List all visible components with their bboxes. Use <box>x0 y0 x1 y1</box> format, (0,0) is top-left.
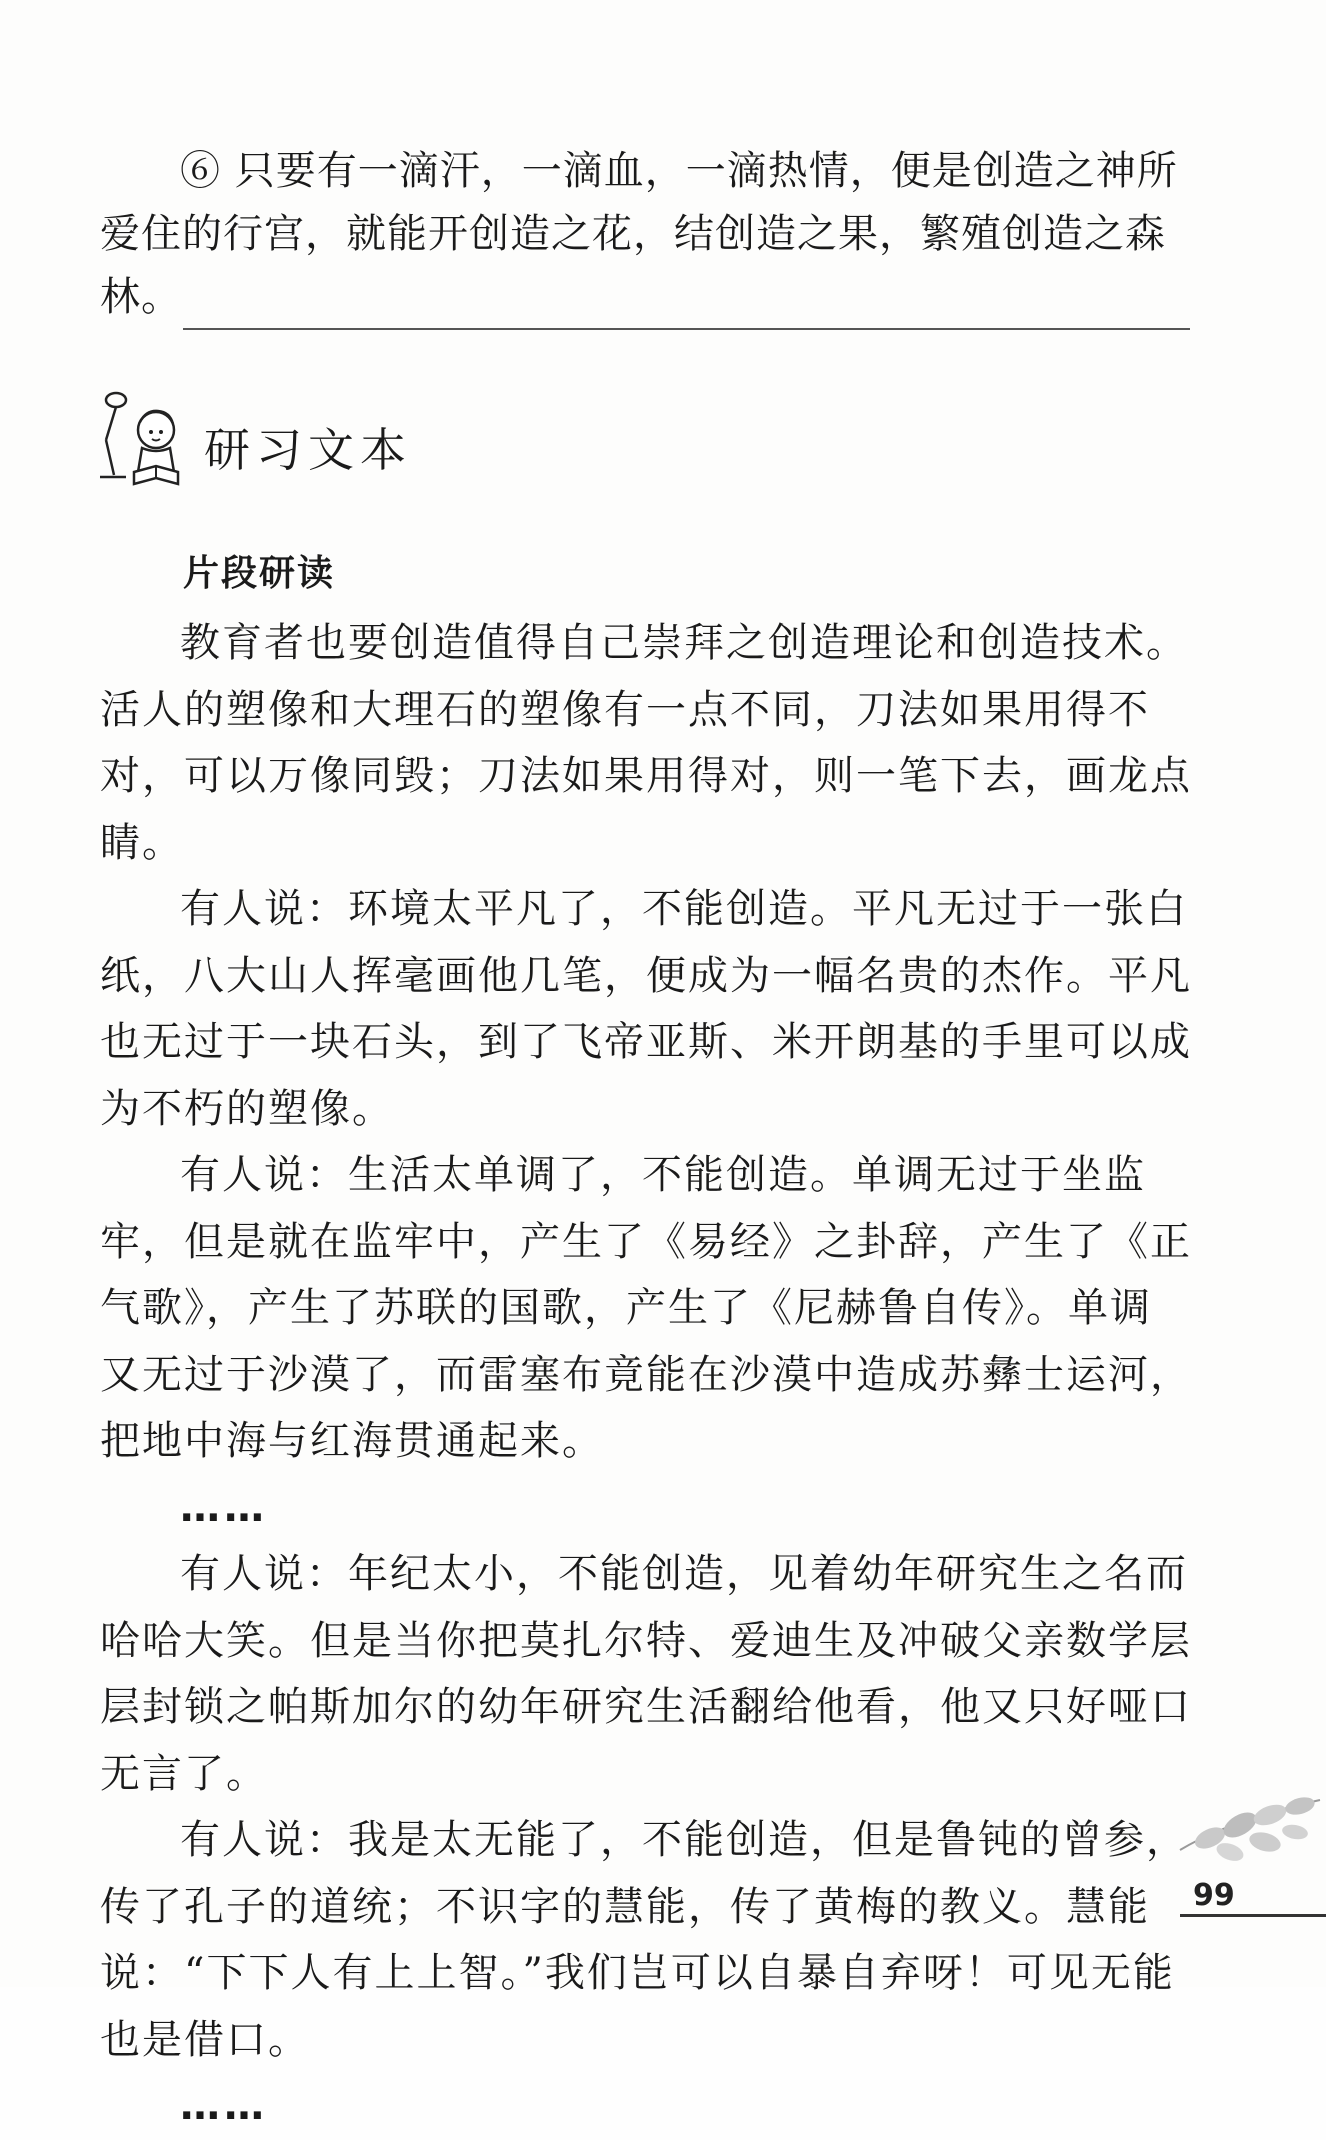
excerpt-paragraph-3: 有人说：生活太单调了，不能创造。单调无过于坐监牢，但是就在监牢中，产生了《易经》之卦辞，产生了《正气歌》，产生了苏联的国歌，产生了《尼赫鲁自传》。单调又无过于沙漠了，而雷塞布竟能在沙漠中造成苏彝士运河，把地中海与红海贯通起来。 <box>100 1152 1192 1464</box>
subsection-heading: 片段研读 <box>183 553 336 594</box>
excerpt-paragraph-1: 教育者也要创造值得自己崇拜之创造理论和创造技术。活人的塑像和大理石的塑像有一点不同，刀法如果用得不对，可以万像同毁；刀法如果用得对，则一笔下去，画龙点睛。 <box>100 620 1192 866</box>
excerpt-paragraph-4: 有人说：年纪太小，不能创造，见着幼年研究生之名而哈哈大笑。但是当你把莫扎尔特、爱迪生及冲破父亲数学层层封锁之帕斯加尔的幼年研究生活翻给他看，他又只好哑口无言了。 <box>100 1551 1192 1797</box>
intro-paragraph-block <box>100 140 1190 329</box>
leaf-branch-icon <box>1170 1780 1326 1890</box>
section-title: 研习文本 <box>204 423 412 477</box>
intro-paragraph: ⑥ 只要有一滴汗，一滴血，一滴热情，便是创造之神所爱住的行宫，就能开创造之花，结创造之果，繁殖创造之森林。 <box>100 148 1178 320</box>
page-number-underline <box>1180 1914 1326 1917</box>
section-divider <box>183 328 1190 330</box>
reading-excerpt <box>100 610 1193 2140</box>
ellipsis-marker-1: …… <box>180 1484 268 1531</box>
section-header <box>96 380 496 490</box>
excerpt-paragraph-2: 有人说：环境太平凡了，不能创造。平凡无过于一张白纸，八大山人挥毫画他几笔，便成为一幅名贵的杰作。平凡也无过于一块石头，到了飞帝亚斯、米开朗基的手里可以成为不朽的塑像。 <box>100 886 1192 1132</box>
excerpt-paragraph-5: 有人说：我是太无能了，不能创造，但是鲁钝的曾参，传了孔子的道统；不识字的慧能，传了黄梅的教义。慧能说：“下下人有上上智。”我们岂可以自暴自弃呀！可见无能也是借口。 <box>100 1817 1188 2063</box>
ellipsis-marker-2: …… <box>180 2083 268 2129</box>
kid-reading-icon <box>96 380 206 490</box>
page-number: 99 <box>1193 1878 1235 1913</box>
